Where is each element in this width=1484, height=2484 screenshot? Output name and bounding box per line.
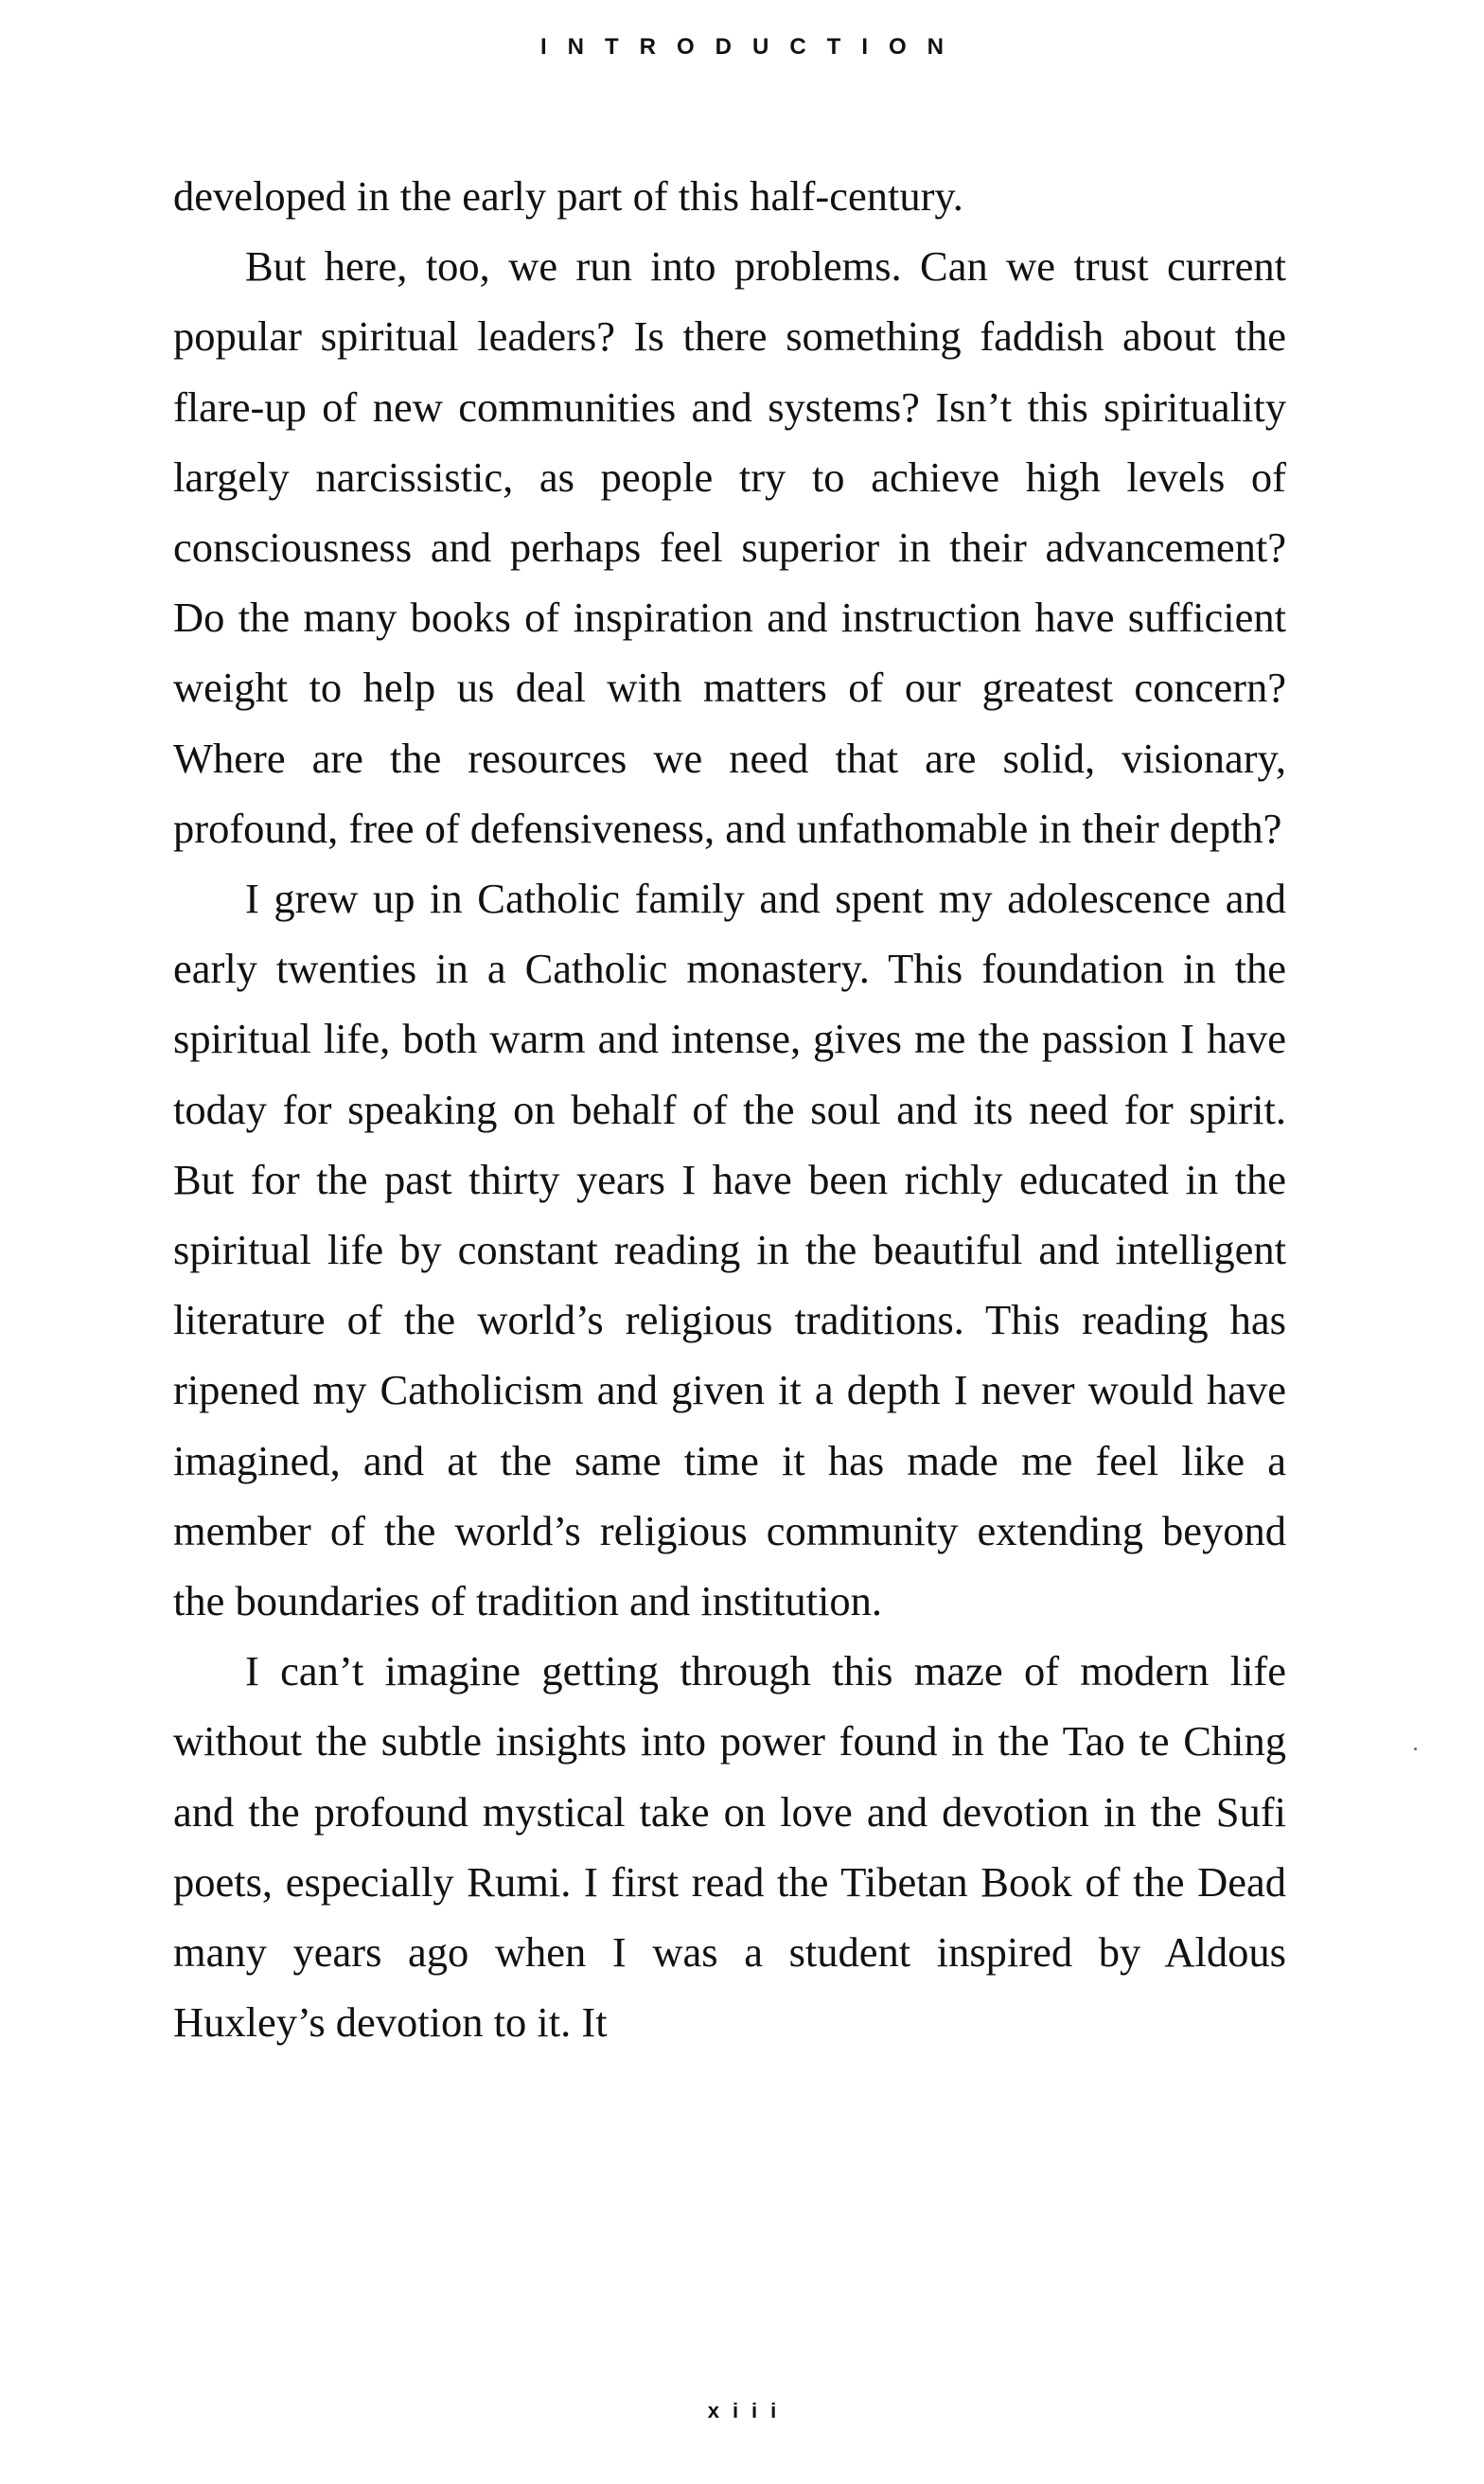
running-head: INTRODUCTION [540, 34, 964, 60]
paragraph-1: developed in the early part of this half-century. [173, 172, 963, 220]
paragraph-4: I can’t imagine getting through this maze of modern life without the subtle insights into power found in the Tao te Ching and the profound mystical take on love and devotion in the Sufi poets, especially Rumi. I first read the Tibetan Book of the Dead many years ago when I was a student inspired by Aldous Huxley’s devotion to it. It [173, 1647, 1286, 2047]
print-speck [1414, 1748, 1417, 1750]
paragraph-3: I grew up in Catholic family and spent my adolescence and early twenties in a Catholic monastery. This foundation in the spiritual life, both warm and intense, gives me the passion I have today for speaking on behalf of the soul and its need for spirit. But for the past thirty years I have been richly educated in the spiritual life by constant reading in the beautiful and intelligent literature of the world’s religious traditions. This reading has ripened my Catholicism and given it a depth I never would have imagined, and at the same time it has made me feel like a member of the world’s religious community extending beyond the boundaries of tradition and institution. [173, 875, 1286, 1625]
page-number: xiii [707, 2399, 790, 2422]
paragraph-2: But here, too, we run into problems. Can we trust current popular spiritual leaders? Is there something faddish about the flare-up of new communities and systems? Isn’t this spirituality largely narcissistic, as people try to achieve high levels of consciousness and perhaps feel superior in their advancement? Do the many books of inspiration and instruction have sufficient weight to help us deal with matters of our greatest concern? Where are the resources we need that are solid, visionary, profound, free of defensiveness, and unfathomable in their depth? [173, 242, 1286, 852]
body-text [173, 161, 1286, 2057]
